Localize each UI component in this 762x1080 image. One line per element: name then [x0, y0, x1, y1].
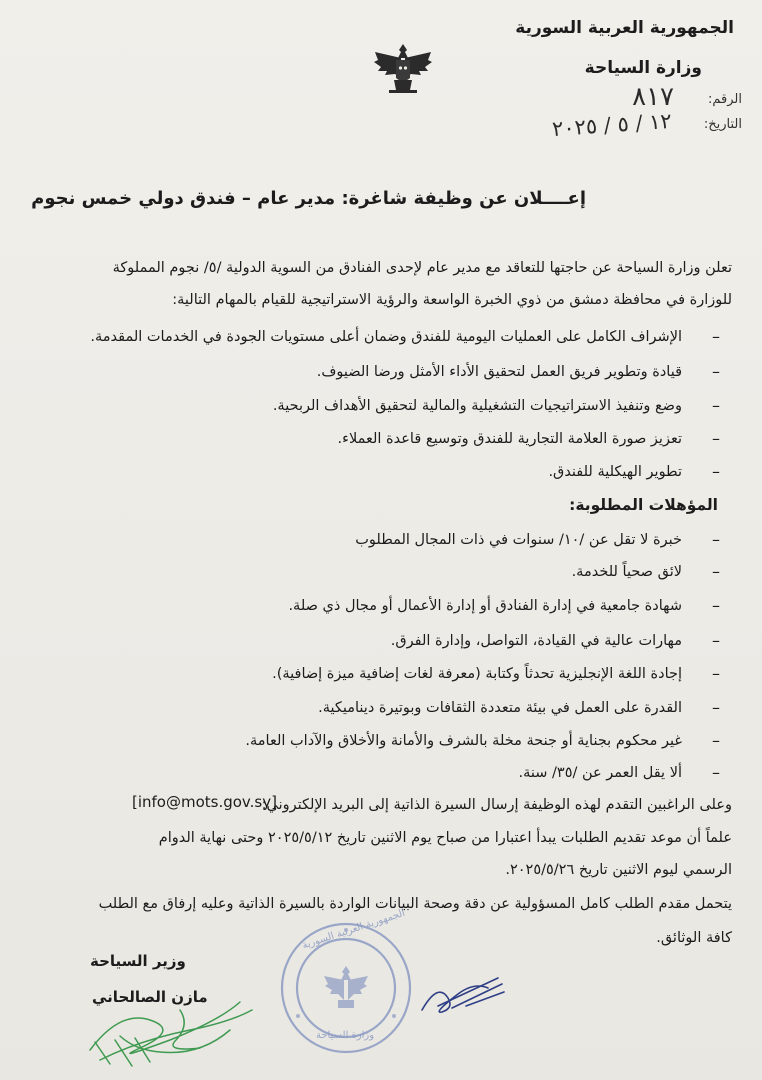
qualification-item: القدرة على العمل في بيئة متعددة الثقافات وبوتيرة ديناميكية.	[318, 700, 682, 716]
task-item: الإشراف الكامل على العمليات اليومية للفندق وضمان أعلى مستويات الجودة في الخدمات المقدمة.	[90, 329, 682, 345]
task-item: تطوير الهيكلية للفندق.	[548, 464, 682, 480]
eagle-emblem-icon	[372, 38, 434, 96]
date-label: التاريخ:	[703, 117, 742, 132]
qualification-item: إجادة اللغة الإنجليزية تحدثاً وكتابة (معرفة لغات إضافية ميزة إضافية).	[272, 666, 682, 682]
task-item: وضع وتنفيذ الاستراتيجيات التشغيلية والمالية لتحقيق الأهداف الربحية.	[272, 398, 682, 414]
bullet-dash: –	[712, 664, 720, 683]
ref-number: ٨١٧	[632, 82, 674, 112]
handwritten-signature-icon	[80, 990, 260, 1070]
bullet-dash: –	[712, 763, 720, 782]
task-item: قيادة وتطوير فريق العمل لتحقيق الأداء الأمثل ورضا الضيوف.	[316, 364, 682, 380]
date-value: ١٢ / ٥ / ٢٠٢٥	[551, 108, 673, 142]
bullet-dash: –	[712, 562, 720, 581]
qualification-item: غير محكوم بجناية أو جنحة مخلة بالشرف والأمانة والأخلاق والآداب العامة.	[245, 733, 682, 749]
stamp-bottom-text: وزارة السياحة	[316, 1030, 375, 1041]
republic-header: الجمهورية العربية السورية	[515, 18, 734, 38]
minister-name: مازن الصالحاني	[92, 988, 208, 1006]
bullet-dash: –	[712, 731, 720, 750]
ministry-header: وزارة السياحة	[584, 58, 702, 78]
submission-period: علماً أن موعد تقديم الطلبات يبدأ اعتبارا من صباح يوم الاثنين تاريخ ٢٠٢٥/٥/١٢ وحتى نهاية الدوام	[158, 830, 732, 846]
bullet-dash: –	[712, 396, 720, 415]
application-instructions: وعلى الراغبين التقدم لهذه الوظيفة إرسال السيرة الذاتية إلى البريد الإلكتروني:	[261, 797, 732, 813]
bullet-dash: –	[712, 462, 720, 481]
qualification-item: خبرة لا تقل عن /١٠/ سنوات في ذات المجال المطلوب	[355, 532, 682, 548]
bullet-dash: –	[712, 631, 720, 650]
bullet-dash: –	[712, 429, 720, 448]
email-address[interactable]: [info@mots.gov.sy]	[132, 793, 277, 811]
qualification-item: ألا يقل العمر عن /٣٥/ سنة.	[518, 765, 682, 781]
qualifications-heading: المؤهلات المطلوبة:	[569, 496, 718, 514]
bullet-dash: –	[712, 530, 720, 549]
bullet-dash: –	[712, 698, 720, 717]
bullet-dash: –	[712, 327, 720, 346]
intro-line-1: تعلن وزارة السياحة عن حاجتها للتعاقد مع مدير عام لإحدى الفنادق من السوية الدولية /٥/ نجوم المملوكة	[112, 260, 732, 276]
responsibility-note: يتحمل مقدم الطلب كامل المسؤولية عن دقة وصحة البيانات الواردة بالسيرة الذاتية وعليه إرفاق مع الطلب	[98, 896, 732, 912]
qualification-item: شهادة جامعية في إدارة الفنادق أو إدارة الأعمال أو مجال ذي صلة.	[288, 598, 682, 614]
announcement-title: إعــــلان عن وظيفة شاغرة: مدير عام – فندق دولي خمس نجوم	[31, 188, 586, 209]
stamp-text: الجمهورية العربية السورية	[300, 907, 407, 952]
ref-label: الرقم:	[708, 92, 742, 107]
qualification-item: مهارات عالية في القيادة، التواصل، وإدارة الفرق.	[390, 633, 682, 649]
documents-note: كافة الوثائق.	[656, 930, 732, 946]
intro-line-2: للوزارة في محافظة دمشق من ذوي الخبرة الواسعة والرؤية الاستراتيجية للقيام بالمهام التالية:	[172, 292, 732, 308]
minister-title: وزير السياحة	[90, 952, 186, 970]
task-item: تعزيز صورة العلامة التجارية للفندق وتوسيع قاعدة العملاء.	[337, 431, 682, 447]
bullet-dash: –	[712, 362, 720, 381]
submission-deadline: الرسمي ليوم الاثنين تاريخ ٢٠٢٥/٥/٢٦.	[505, 862, 732, 878]
blue-signature-icon	[418, 972, 508, 1022]
qualification-item: لائق صحياً للخدمة.	[571, 564, 682, 580]
bullet-dash: –	[712, 596, 720, 615]
